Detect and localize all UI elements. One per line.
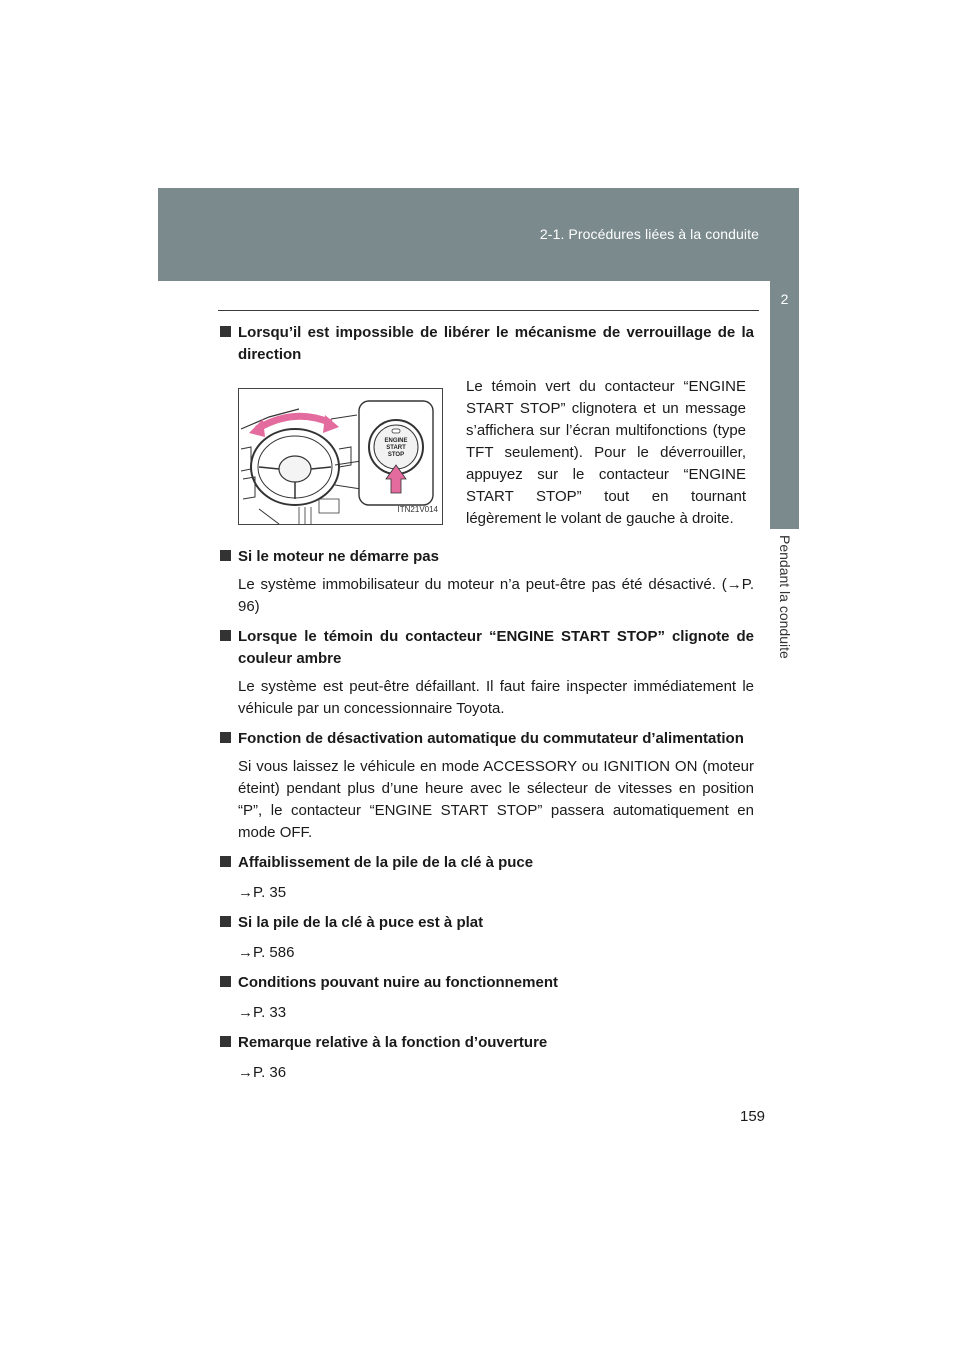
figure-row <box>220 376 754 536</box>
section-text: Le système immobilisateur du moteur n’a peut-être pas été désactivé. (→P. 96) <box>238 576 754 615</box>
bullet-square-icon <box>220 550 231 561</box>
section-auto-off <box>220 728 754 844</box>
section-heading: Remarque relative à la fonction d’ouverture <box>220 1032 754 1054</box>
figure-steering-illustration <box>238 388 443 525</box>
section-heading: Lorsque le témoin du contacteur “ENGINE START STOP” clignote de couleur ambre <box>220 626 754 670</box>
section-key-battery-low <box>220 852 754 904</box>
section-heading: Si la pile de la clé à puce est à plat <box>220 912 754 934</box>
top-rule <box>218 310 759 311</box>
bullet-square-icon <box>220 856 231 867</box>
section-engine-not-start <box>220 546 754 618</box>
page-reference: →P. 586 <box>238 944 295 961</box>
page-reference: →P. 36 <box>238 1064 287 1081</box>
button-label-2: START <box>386 445 406 451</box>
section-steering-lock <box>220 322 754 536</box>
section-title: 2-1. Procédures liées à la conduite <box>539 226 759 242</box>
bullet-square-icon <box>220 976 231 987</box>
figure-code: ITN21V014 <box>397 505 438 514</box>
page-number: 159 <box>740 1108 766 1125</box>
chapter-number: 2 <box>780 291 789 307</box>
section-heading: Affaiblissement de la pile de la clé à puce <box>220 852 754 874</box>
bullet-square-icon <box>220 630 231 641</box>
section-heading: Lorsqu’il est impossible de libérer le mécanisme de verrouillage de la direction <box>220 322 754 366</box>
section-operating-conditions <box>220 972 754 1024</box>
bullet-square-icon <box>220 326 231 337</box>
section-heading: Conditions pouvant nuire au fonctionnement <box>220 972 754 994</box>
chapter-label: Pendant la conduite <box>777 535 793 659</box>
bullet-square-icon <box>220 916 231 927</box>
section-text: Le système est peut-être défaillant. Il faut faire inspecter immédiatement le véhicule par un concessionnaire Toyota. <box>238 678 754 717</box>
page-reference: →P. 33 <box>238 1004 287 1021</box>
chapter-tab <box>770 281 799 529</box>
bullet-square-icon <box>220 1036 231 1047</box>
page-reference: →P. 35 <box>238 884 287 901</box>
page-content <box>220 322 754 1092</box>
header-band <box>158 188 799 281</box>
section-text: Si vous laissez le véhicule en mode ACCESSORY ou IGNITION ON (moteur éteint) pendant plus d’une heure avec le sélecteur de vitesses en position “P”, le contacteur “ENGINE START STOP” passera automatiquement en mode OFF. <box>238 758 754 841</box>
button-label-1: ENGINE <box>384 438 408 444</box>
chapter-label-container <box>770 529 799 749</box>
section-unlock-note <box>220 1032 754 1084</box>
section-heading: Fonction de désactivation automatique du commutateur d’alimentation <box>220 728 754 750</box>
bullet-square-icon <box>220 732 231 743</box>
button-label-3: STOP <box>387 452 405 458</box>
section-key-battery-dead <box>220 912 754 964</box>
section-heading: Si le moteur ne démarre pas <box>220 546 754 568</box>
figure-caption: Le témoin vert du contacteur “ENGINE START STOP” clignotera et un message s’affichera sur l’écran multifonctions (type TFT seulement). Pour le déverrouiller, appuyez sur le contacteur “ENGINE START STOP” tout en tournant légèrement le volant de gauche à droite. <box>466 378 746 527</box>
section-amber-indicator <box>220 626 754 720</box>
